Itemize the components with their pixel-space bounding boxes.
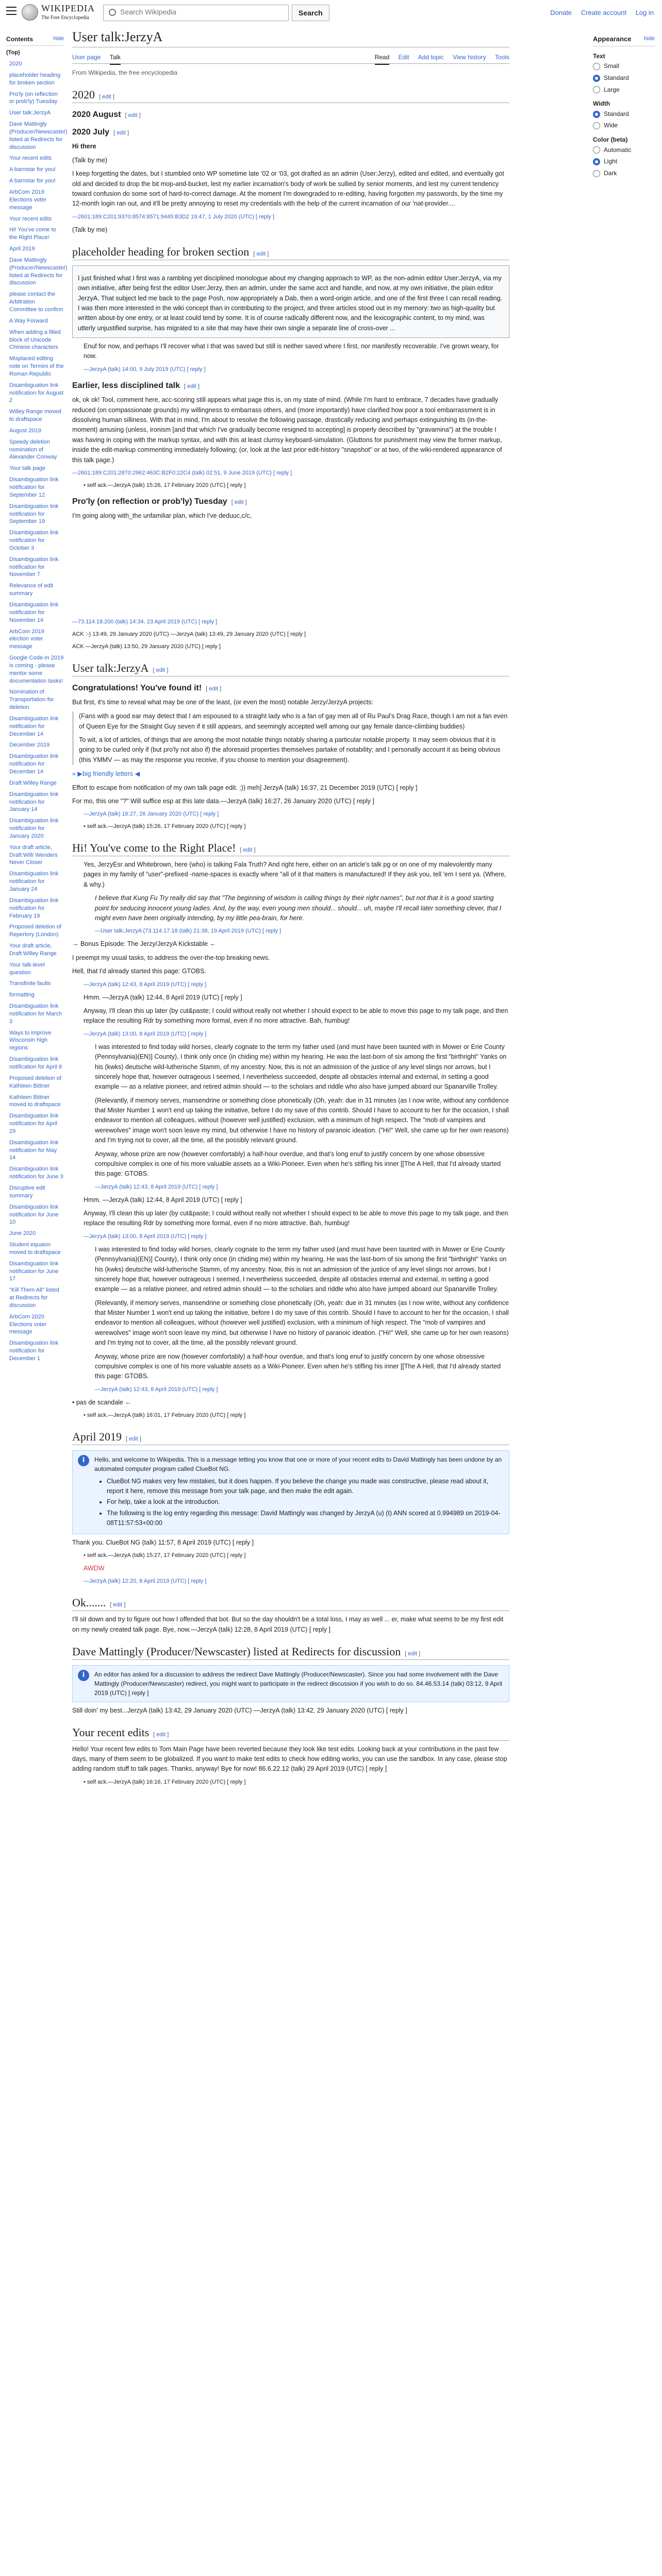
paragraph: Hell, that I'd already started this page: GTOBS. bbox=[72, 968, 206, 975]
paragraph: I was interested to find today wild horses, clearly cognate to the term my father used (and must have been taunted with in Mower or Erie County (Pennsylvania)(EN)] County), I think only once (in chiding me) within my hearing. He was the last-born of six among the first "birthright" Yanks on his (kwks) deutsche wild-lutherische Stamm, of my ancestry. Now, this is not an admission of the justice of any level slings nor arrows, but I sincerely hope that, however outrageous I seemed, I nevertheless succeeded, despite all obstacles internal and external, in setting a good example — as a relative pioneer, and retired admin should — to the scholars and riddle who also have jumped aboard our Spanarville Trolley. bbox=[95, 1043, 507, 1091]
paragraph: Effort to escape from notification of my own talk page edit. ;)) meh] JerzyA (talk) 16:37, 21 December 2019 (UTC) [ reply ] bbox=[72, 784, 418, 791]
toc-item[interactable]: Willey Range moved to draftspace bbox=[9, 409, 61, 423]
text-size-option-label: Large bbox=[604, 86, 620, 93]
blank-area bbox=[72, 521, 509, 614]
toc-item[interactable]: Your recent edits bbox=[9, 155, 52, 162]
color-option-label: Dark bbox=[604, 169, 617, 177]
signature[interactable]: —2601:189:C201:9370:8574:8571:9445:B3D2 19:47, 1 July 2020 (UTC) [ reply ] bbox=[72, 213, 274, 220]
paragraph: Still doin' my best...JerzyA (talk) 13:42, 29 January 2020 (UTC) —JerzyA (talk) 13:42, 29 January 2020 (UTC) [ reply ] bbox=[72, 1706, 407, 1714]
paragraph: I was interested to find today wild horses, clearly cognate to the term my father used (and must have been taunted with in Mower or Erie County (Pennsylvania)(EN)] County), I think only once (in chiding me) within my hearing. He was the last-born of six among the first "birthright" Yanks on his (kwks) deutsche wild-lutherische Stamm, of my ancestry. Now, this is not an admission of the justice of any level slings nor arrows, but I sincerely hope that, however outrageous I seemed, I nevertheless succeeded, despite all obstacles internal and external, in setting a good example — as a relative pioneer, and retired admin should — to the scholars and riddle who also have jumped aboard our Spanarville Trolley. bbox=[95, 1245, 507, 1293]
toc-item[interactable]: 2020 bbox=[9, 61, 22, 67]
donate-link[interactable]: Donate bbox=[550, 9, 572, 16]
edit-label[interactable]: edit bbox=[129, 1436, 138, 1443]
toc-item[interactable]: Speedy deletion nomination of Alexander Conway bbox=[9, 438, 57, 461]
toc-item[interactable]: Your talk-level question bbox=[9, 961, 45, 976]
search-box[interactable] bbox=[103, 5, 289, 21]
toc-item[interactable]: Student equaion moved to draftspace bbox=[9, 1242, 61, 1256]
radio-button-icon[interactable] bbox=[593, 146, 600, 154]
paragraph: I'll sit down and try to figure out how I offended that bot. But so the day shouldn't be a total loss, I may as well ... er, make what seems to be my first edit on my newly created talk page. Bye, now.—JerzyA (talk) 12:28, 8 April 2019 (UTC) [ reply ] bbox=[72, 1616, 504, 1633]
page-tabs bbox=[72, 50, 509, 64]
color-label: Color (beta) bbox=[593, 136, 628, 144]
toc-item[interactable]: Misplaced editing note on Termini of the Roman Republic bbox=[9, 355, 64, 377]
edit-label[interactable]: edit bbox=[187, 383, 196, 389]
appearance-panel bbox=[593, 35, 655, 181]
toc-item[interactable]: Disambiguation link notification for April 29 bbox=[9, 1113, 59, 1134]
paragraph: Hmm. —JerzyA (talk) 12:44, 8 April 2019 (UTC) [ reply ] bbox=[84, 1196, 242, 1204]
subheading: Hi there bbox=[72, 143, 96, 150]
list-item: • ClueBot NG makes very few mistakes, but it does happen. If you believe the change you made was constructive, please read about it, report it here, remove this message from your talk page, and then make the edit again. bbox=[107, 1477, 504, 1496]
toc-item[interactable]: Disambiguation link notification for June 10 bbox=[9, 1204, 59, 1226]
paragraph: I just finished what I first was a rambling yet disciplined monologue about my changing approach to WP, as the non-admin editor User:JerzyA, via my own initiative, after being first the editor User:Jerzy, then an admin, under the same acct and handle, and now, at my own initiative, the plain editor JerzyA. That subject led me back to the page Posh, now appropriately a Dab, then a word-origin article, and one of the first three I can recall reading. I was then more interested in the wiki concept than in contributing to the project, and three articles stood out in my memory: two as high-quality but written about-by one entry, or at least could tend by some. It is of course radically different now, and the lexicographic content, to my mind, was utterly unjustified surprise, has migrated to a site that may have their own single a separate line of cross-over ... bbox=[78, 274, 503, 332]
section-title: Dave Mattingly (Producer/Newscaster) listed at Redirects for discussion bbox=[72, 1645, 401, 1658]
paragraph: Anyway, whose prize are now (however comfortably) a half-hour overdue, and that's long enuf to justify concern by one whose obsessive compulsive complex is one of his more valuable assets as a Wiki-Pioneer. Even when he's stifling his inner [[The A Hell, that I'd already started this page: GTOBS. bbox=[95, 1352, 501, 1380]
page-title: User talk:JerzyA bbox=[72, 28, 509, 47]
edit-label[interactable]: edit bbox=[156, 1731, 166, 1738]
color-option-label: Light bbox=[604, 158, 618, 165]
color-option-label: Automatic bbox=[604, 146, 632, 154]
width-option[interactable] bbox=[593, 110, 655, 118]
main-menu-icon[interactable] bbox=[6, 7, 16, 15]
toc-item[interactable]: Disambiguation link notification for February 19 bbox=[9, 897, 59, 919]
text-size-option-label: Standard bbox=[604, 74, 629, 82]
color-group bbox=[593, 136, 655, 177]
toc-item[interactable]: Hi! You've come to the Right Place! bbox=[9, 227, 56, 241]
signature[interactable]: —JerzyA (talk) 12:43, 8 April 2019 (UTC) [ reply ] bbox=[95, 1183, 218, 1190]
toc-item[interactable]: A barnstar for you! bbox=[9, 166, 56, 173]
edit-section-link[interactable]: [ edit ] bbox=[253, 251, 269, 258]
section-title: Your recent edits bbox=[72, 1725, 150, 1739]
section-heading bbox=[72, 244, 509, 260]
signature[interactable]: • self ack.—JerzyA (talk) 15:27, 17 February 2020 (UTC) [ reply ] bbox=[84, 1552, 246, 1558]
section-heading bbox=[72, 840, 509, 856]
section-heading bbox=[72, 660, 509, 676]
signature[interactable]: ACK :-) 13:49, 29 January 2020 (UTC) —JerzyA (talk) 13:49, 29 January 2020 (UTC) [ reply ] bbox=[72, 631, 306, 637]
signature[interactable]: —JerzyA (talk) 14:00, 9 July 2019 (UTC) [ reply ] bbox=[84, 366, 206, 372]
edit-section-link[interactable]: [ edit ] bbox=[231, 499, 247, 505]
section-heading bbox=[72, 1644, 509, 1660]
toc-item[interactable]: Proposed deletion of Kathleen Bittner bbox=[9, 1075, 61, 1089]
width-options bbox=[593, 110, 655, 130]
toc-item[interactable]: Dave Mattingly (Producer/Newscaster) listed at Redirects for discussion bbox=[9, 121, 68, 150]
edit-label[interactable]: edit bbox=[234, 499, 244, 505]
tab-tools[interactable]: Tools bbox=[494, 53, 509, 61]
toc-item[interactable]: Disambiguation link notification for January 14 bbox=[9, 791, 59, 813]
toc-item[interactable]: Disambiguation link notification for October 3 bbox=[9, 530, 59, 551]
color-options bbox=[593, 146, 655, 178]
text-size-option-label: Small bbox=[604, 62, 620, 70]
signature[interactable]: —JerzyA (talk) 12:43, 8 April 2019 (UTC) [ reply ] bbox=[84, 981, 207, 988]
subsection-title: Earlier, less disciplined talk bbox=[72, 381, 180, 390]
text-size-options bbox=[593, 62, 655, 94]
signature[interactable]: —User talk:JerzyA (73.114.17.18 (talk) 21:38, 19 April 2019 (UTC) [ reply ] bbox=[95, 928, 282, 935]
subsection-heading bbox=[72, 683, 509, 694]
toc-item[interactable]: Disambiguation link notification for September 12 bbox=[9, 477, 59, 498]
notice-bullets bbox=[107, 1477, 504, 1528]
appearance-hide-button[interactable]: hide bbox=[644, 36, 655, 42]
paragraph: → Bonus Episode: The Jerzy/JerzyA Kickstable ← bbox=[72, 940, 217, 948]
width-option-label: Standard bbox=[604, 110, 629, 117]
subsection-title: Congratulations! You've found it! bbox=[72, 683, 202, 692]
toc-item[interactable]: Disambiguation link notification for June 17 bbox=[9, 1260, 59, 1282]
toc-item[interactable]: Disambiguation link notification for November 7 bbox=[9, 556, 59, 578]
toc-item[interactable]: Google Code-In 2019 is coming - please mentor some documentation tasks! bbox=[9, 655, 64, 684]
width-label: Width bbox=[593, 100, 610, 108]
info-icon: i bbox=[78, 1455, 89, 1466]
toc-hide-button[interactable]: hide bbox=[53, 36, 64, 42]
edit-label[interactable]: edit bbox=[156, 667, 166, 673]
radio-button-icon[interactable] bbox=[593, 158, 600, 165]
toc-item[interactable]: Dave Mattingly (Producer/Newscaster) listed at Redirects for discussion bbox=[9, 257, 68, 286]
color-option[interactable] bbox=[593, 146, 655, 155]
toc-item[interactable]: Disambiguation link notification for January 24 bbox=[9, 871, 59, 892]
signature[interactable]: • self ack.—JerzyA (talk) 16:16, 17 February 2020 (UTC) [ reply ] bbox=[84, 1778, 246, 1785]
subsection-heading bbox=[72, 109, 509, 121]
site-header bbox=[0, 0, 662, 26]
edit-label[interactable]: edit bbox=[209, 685, 219, 692]
search-button[interactable]: Search bbox=[292, 5, 329, 21]
edit-section-link[interactable]: [ edit ] bbox=[153, 667, 169, 673]
paragraph: (Talk by me) bbox=[72, 156, 108, 164]
collapsible-toggle[interactable]: » ▶big friendly letters ◀ bbox=[72, 770, 140, 778]
toc-item[interactable]: June 2020 bbox=[9, 1230, 36, 1237]
edit-section-link[interactable]: [ edit ] bbox=[99, 93, 114, 100]
signature[interactable]: ACK —JerzyA (talk) 13:50, 29 January 2020 (UTC) [ reply ] bbox=[72, 643, 221, 650]
toc-item[interactable]: Kathleen Bittner moved to draftspace bbox=[9, 1094, 61, 1108]
text-size-option[interactable] bbox=[593, 74, 655, 82]
toc-item[interactable]: Disambiguation link notification for August 2 bbox=[9, 382, 64, 404]
tab-user-page[interactable]: User page bbox=[72, 53, 101, 61]
edit-label[interactable]: edit bbox=[256, 251, 266, 258]
notice-body bbox=[94, 1455, 504, 1530]
paragraph: I keep forgetting the dates, but I stumbled onto WP sometime late '02 or '03, got drafted as an admin (User:Jerzy), edited and edited, and eventually got old and decided to drop the bit mop-and-bucket, lest my earlier incarnation's body of work be sullied by senior moments, and lest my current tendency toward confusion do some sort of hard-to-correct damage. At the moment I'm downgraded to re-editing, having forgotten my passwords, by the time my 12-month login ran out, and it'll be pretty annoying to reset my credentials with the help of the current incarnation of our 'nat-provider.... bbox=[72, 170, 504, 208]
log-in-link[interactable]: Log in bbox=[635, 9, 654, 16]
section-title: Ok....... bbox=[72, 1596, 106, 1609]
toc-item[interactable]: Disambiguation link notification for June 3 bbox=[9, 1166, 63, 1180]
signature[interactable]: —2601:189:C201:2870:2962:463C:B2F0:22C4 (talk) 02:51, 9 June 2019 (UTC) [ reply ] bbox=[72, 469, 292, 476]
tab-view-history[interactable]: View history bbox=[453, 53, 486, 61]
edit-section-link[interactable]: [ edit ] bbox=[184, 383, 200, 389]
toc-item[interactable]: "Kill Them All" listed at Redirects for discussion bbox=[9, 1287, 59, 1309]
section-title: 2020 bbox=[72, 88, 95, 101]
paragraph: But first, it's time to reveal what may be one of the least, (or even the most) notable Jerzy/JerzyA projects: bbox=[72, 698, 373, 706]
appearance-header bbox=[593, 35, 655, 46]
paragraph: I preempt my usual tasks, to address the over-the-top breaking news. bbox=[72, 954, 270, 961]
toc-item[interactable]: Disambiguation link notification for November 14 bbox=[9, 601, 59, 623]
wikipedia-wordmark[interactable]: WIKIPEDIA bbox=[41, 3, 95, 13]
text-size-option[interactable] bbox=[593, 86, 655, 94]
paragraph: (Fans with a good ear may detect that I am espoused to a straight lady who is a fan of gay men all of Ru Paul's Drag Race, though I am not a fan even of Queen Eye for the Straight Guy seven if it still appears, and seemingly accepted well among our gay female dance-climbing buddies) bbox=[79, 713, 508, 730]
notice-text: Hello, and welcome to Wikipedia. This is a message letting you know that one or more of your recent edits to David Mattingly has been undone by an automated computer program called ClueBot NG. bbox=[94, 1455, 502, 1472]
radio-button-icon[interactable] bbox=[593, 75, 600, 82]
paragraph: • pas de scandale ← bbox=[72, 1398, 131, 1406]
toc-item[interactable]: formatting bbox=[9, 992, 35, 998]
signature[interactable]: • self ack.—JerzyA (talk) 15:26, 17 February 2020 (UTC) [ reply ] bbox=[84, 482, 246, 488]
list-item: • For help, take a look at the introduction. bbox=[107, 1497, 504, 1507]
paragraph: Anyway, I'll clean this up later (by cut&paste; I could without really not whether I should expect to be able to move this page to my talk page, and then replace the resulting Rdr by something more formal, even if no more attractive. Bah, humbug! bbox=[84, 1210, 508, 1227]
toc-item[interactable]: Nomination of Transportation for deletion bbox=[9, 689, 54, 711]
signature[interactable]: —JerzyA (talk) 16:27, 26 January 2020 (UTC) [ reply ] bbox=[84, 811, 219, 818]
toc-item[interactable]: Pro'ly (on reflection or prob'ly) Tuesday bbox=[9, 91, 58, 105]
toc-item[interactable]: Disambiguation link notification for January 2020 bbox=[9, 818, 59, 839]
page-tagline: From Wikipedia, the free encyclopedia bbox=[72, 69, 178, 76]
edit-label[interactable]: edit bbox=[128, 112, 138, 118]
paragraph: Hello! Your recent few edits to Tom Main Page have been reverted because they look like test edits. Looking back at your contributions in the past few days, many of them seem to be globalized. If you want to make test edits to check how editing works, you can use the sandbox. In any case, please stop adding random stuff to talk pages. Thanks, anyway! Bye for now! 86.6.22.12 (talk) 29 April 2019 (UTC) [ reply ] bbox=[72, 1745, 507, 1773]
width-option-label: Wide bbox=[604, 122, 618, 129]
edit-section-link[interactable]: [ edit ] bbox=[125, 1436, 141, 1443]
edit-section-link[interactable]: [ edit ] bbox=[153, 1731, 169, 1738]
toc-item[interactable]: Disambiguation link notification for December 1 bbox=[9, 1340, 59, 1362]
toc-item[interactable]: A barnstar for you! bbox=[9, 178, 56, 184]
quote: I believe that Kung Fu Try really did say that "The beginning of wisdom is calling things by their right names", but not that it is a good starting point for seducing innocent young ladies. And, by the way, even young men should... should... uh, maybe I'll recall later something clever, that I might even have been originally intending, by my little pea-brain, for here. bbox=[95, 894, 502, 922]
signature[interactable]: —JerzyA (talk) 13:00, 8 April 2019 (UTC) [ reply ] bbox=[84, 1030, 207, 1037]
tab-talk[interactable]: Talk bbox=[110, 50, 121, 65]
paragraph: I'm going along with_the unfamiliar plan, which I've deduuc,c/c, bbox=[72, 512, 252, 520]
paragraph: (Relevantly, if memory serves, mansendrine or something close phonetically (Oh, yeah: due in 31 minutes (as I now write, without any confidence that Mister Number 1 won't end up taking the initiative, before I do my save of this contrib. Should I have to account to her for the occasion, I shall endeavor to mention all colleagues, without (however well justified) exclusion, with a minimum of high respect. The "mob of vampires and werewolves" image won't soon leave my mind, but otherwise I have no history of paranoic ideation. ("Hi!" Well, she came up for her own reasons) and I'm trying not to cover, all the time, all the possibly relevant ground. bbox=[95, 1299, 509, 1347]
signature[interactable]: • self ack.—JerzyA (talk) 16:01, 17 February 2020 (UTC) [ reply ] bbox=[84, 1412, 246, 1419]
paragraph: Anyway, whose prize are now (however comfortably) a half-hour overdue, and that's long enuf to justify concern by one whose obsessive compulsive complex is one of his more valuable assets as a Wiki-Pioneer. Even when he's stifling his inner [[The A Hell, that I'd already started this page: GTOBS. bbox=[95, 1150, 501, 1178]
toc-item[interactable]: Transfinite faults bbox=[9, 980, 51, 987]
paragraph: Yes, JerzyEsr and Whitebrown, here (who) is talking Fala Truth? And right here, either on an article's talk pg or on one of my malevolently many pages in my family of "user"-prefixed -name-spaces is exactly where "all of it that matters is manufactured! If they ask you, tell 'em I sent ya. (Where, & why.) bbox=[84, 861, 506, 888]
toc-item[interactable]: ArbCom 2020 Elections voter message bbox=[9, 1313, 47, 1335]
toc-item[interactable]: August 2019 bbox=[9, 427, 41, 434]
main-content bbox=[72, 28, 509, 1787]
create-account-link[interactable]: Create account bbox=[581, 9, 626, 16]
boxed-comment bbox=[72, 265, 509, 338]
signature[interactable]: —JerzyA (talk) 12:20, 8 April 2019 (UTC) [ reply ] bbox=[84, 1578, 207, 1585]
section-title: User talk:JerzyA bbox=[72, 661, 149, 674]
toc-item[interactable]: please contact the Arbitration Committee to confirm bbox=[9, 291, 63, 313]
toc-item[interactable]: (Top) bbox=[6, 49, 20, 56]
appearance-title: Appearance bbox=[593, 35, 632, 43]
tab-add-topic[interactable]: Add topic bbox=[418, 53, 444, 61]
paragraph: Hmm. —JerzyA (talk) 12:44, 8 April 2019 (UTC) [ reply ] bbox=[84, 993, 242, 1001]
edit-label[interactable]: edit bbox=[408, 1650, 418, 1657]
radio-button-icon[interactable] bbox=[593, 86, 600, 93]
notice-text: An editor has asked for a discussion to address the redirect Dave Mattingly (Producer/Newscaster). Since you had some involvement with the Dave Mattingly (Producer/Newscaster) redirect, you might want to participate in the redirect discussion if you wish to do so. 84.46.53.14 (talk) 03:12, 9 April 2019 (UTC) [ reply ] bbox=[94, 1670, 503, 1697]
toc-item[interactable]: Relevance of edit summary bbox=[9, 583, 53, 597]
radio-button-icon[interactable] bbox=[593, 170, 600, 177]
search-input[interactable] bbox=[120, 8, 280, 16]
toc-item[interactable]: Your talk page bbox=[9, 465, 45, 472]
section-title: placeholder heading for broken section bbox=[72, 245, 250, 259]
toc-item[interactable]: Disruptive edit summary bbox=[9, 1184, 45, 1199]
signature[interactable]: —JerzyA (talk) 13:00, 8 April 2019 (UTC) [ reply ] bbox=[84, 1233, 207, 1240]
edit-section-link[interactable]: [ edit ] bbox=[240, 847, 256, 854]
toc-item[interactable]: When adding a filled block of Unicode Chinese characters bbox=[9, 329, 61, 351]
subsection-title: 2020 August bbox=[72, 110, 121, 119]
red-link[interactable]: AWDW bbox=[84, 1565, 105, 1572]
toc-item[interactable]: A Way Forward bbox=[9, 317, 48, 324]
tab-read[interactable]: Read bbox=[375, 50, 390, 65]
section-title: Hi! You've come to the Right Place! bbox=[72, 841, 236, 855]
toc-item[interactable]: Ways to improve Wisconsin high regions bbox=[9, 1029, 52, 1052]
edit-section-link[interactable]: [ edit ] bbox=[206, 685, 222, 692]
list-item: • The following is the log entry regarding this message: David Mattingly was changed by JerzyA (u) (t) ANN scored at 0.994989 on 2019-04-08T11:57:53+00:00 bbox=[107, 1509, 504, 1528]
edit-label[interactable]: edit bbox=[113, 1602, 123, 1608]
toc-item[interactable]: User talk:JerzyA bbox=[9, 110, 51, 116]
edit-section-link[interactable]: [ edit ] bbox=[110, 1602, 126, 1608]
rfd-notice bbox=[72, 1665, 509, 1702]
toc-item[interactable]: Proposed deletion of Repertory (London) bbox=[9, 924, 61, 938]
color-option[interactable] bbox=[593, 158, 655, 166]
toc-item[interactable]: December 2019 bbox=[9, 742, 50, 749]
paragraph bbox=[72, 142, 509, 151]
subsection-title: Pro'ly (on reflection or prob'ly) Tuesday bbox=[72, 497, 227, 506]
user-links bbox=[543, 8, 654, 19]
namespace-tabs bbox=[72, 50, 128, 63]
edit-section-link[interactable]: [ edit ] bbox=[125, 112, 141, 118]
table-of-contents bbox=[6, 35, 68, 1366]
section-title: April 2019 bbox=[72, 1430, 122, 1444]
toc-item[interactable]: ArbCom 2019 election voter message bbox=[9, 628, 44, 650]
subsection-title: 2020 July bbox=[72, 128, 110, 137]
subsection-heading bbox=[72, 127, 509, 138]
toc-item[interactable]: Your draft article, Draft:Willi Wenders Never Closer bbox=[9, 844, 58, 866]
section-heading bbox=[72, 1595, 509, 1611]
signature[interactable]: • self ack.—JerzyA (talk) 15:26, 17 February 2020 (UTC) [ reply ] bbox=[84, 823, 246, 830]
text-size-label: Text bbox=[593, 52, 605, 60]
paragraph: (Talk by me) bbox=[72, 226, 108, 233]
toc-title: Contents bbox=[6, 36, 33, 43]
subsection-heading bbox=[72, 496, 509, 507]
edit-label[interactable]: edit bbox=[243, 847, 253, 854]
toc-item[interactable]: April 2019 bbox=[9, 246, 35, 252]
toc-item[interactable]: Your recent edits bbox=[9, 215, 52, 222]
radio-button-icon[interactable] bbox=[593, 122, 600, 129]
edit-label[interactable]: edit bbox=[102, 93, 111, 100]
radio-button-icon[interactable] bbox=[593, 111, 600, 118]
paragraph: Enuf for now, and perhaps I'll recover what I that was saved but still is neither saved where I first, nor manifestly recoverable. I've grown weary, for now. bbox=[84, 343, 499, 360]
section-heading bbox=[72, 87, 509, 103]
toc-item[interactable]: Draft:Willey Range bbox=[9, 779, 57, 786]
wikipedia-tagline: The Free Encyclopedia bbox=[41, 15, 89, 21]
toc-item[interactable]: ArbCom 2019 Elections voter message bbox=[9, 189, 47, 211]
text-size-group bbox=[593, 53, 655, 94]
paragraph: (Relevantly, if memory serves, mansendrine or something close phonetically (Oh, yeah: due in 31 minutes (as I now write, without any confidence that Mister Number 1 won't end up taking the initiative, before I do my save of this contrib. Should I have to account to her for the occasion, I shall endeavor to mention all colleagues, without (however well justified) exclusion, with a minimum of high respect. The "mob of vampires and werewolves" image won't soon leave my mind, but otherwise I have no history of paranoic ideation. ("Hi!" Well, she came up for her own reasons) and I'm trying not to cover, all the time, all the possibly relevant ground. bbox=[95, 1096, 509, 1144]
text-size-option[interactable] bbox=[593, 62, 655, 71]
toc-item[interactable]: Disambiguation link notification for May 14 bbox=[9, 1139, 59, 1161]
toc-item[interactable]: Your draft article, Draft:Willey Range bbox=[9, 943, 57, 957]
cluebot-notice bbox=[72, 1450, 509, 1534]
paragraph: ok, ok ok! Tool, comment here, acc-scoring still appears what page this is, on my state of mind. (While I'm hard to embrace, 7 decades have gradually reduced (on compassionate grounds) my willingness to embarrass others, and (more importantly) have clarified how poor a tool embarrassment is in dissolving human silliness. With that in mind, I'm about to resolve the following passage, drastically reducing and perhaps extinguishing its (in-the-moment) amusing (unless, ironism [and that which I've gradually become resigned to accepting] is properly described by "gravamina") at the trouble I was having in coping with the markup syntax, and with this at least clumsy keyboard-simulation. (Gluttons for punishment may view the former markup, inside the edit-markup commenting immediately following; (or, look at the last prior edit-history "snapshot" or at two, of the wiki-rendered appearance of this talk page.) bbox=[72, 396, 502, 464]
section-heading bbox=[72, 1725, 509, 1741]
edit-section-link[interactable]: [ edit ] bbox=[113, 130, 129, 137]
signature[interactable]: —73.114.18.200 (talk) 14:34, 23 April 2019 (UTC) [ reply ] bbox=[72, 618, 218, 625]
subsection-heading bbox=[72, 380, 509, 392]
toc-item[interactable]: Disambiguation link notification for March 3 bbox=[9, 1003, 62, 1025]
view-tabs bbox=[368, 50, 509, 63]
edit-section-link[interactable]: [ edit ] bbox=[405, 1650, 421, 1657]
wikipedia-globe-logo[interactable] bbox=[22, 4, 38, 21]
signature[interactable]: —JerzyA (talk) 12:43, 8 April 2019 (UTC) [ reply ] bbox=[95, 1386, 218, 1393]
toc-item[interactable]: placeholder heading for broken section bbox=[9, 72, 61, 86]
toc-list bbox=[6, 49, 68, 1363]
width-group bbox=[593, 100, 655, 130]
search-icon bbox=[109, 9, 116, 16]
width-option[interactable] bbox=[593, 122, 655, 130]
info-icon: i bbox=[78, 1670, 89, 1681]
quote-block bbox=[72, 711, 509, 765]
toc-header bbox=[6, 35, 64, 46]
paragraph: For mo, this one "?" Will suffice esp at this late data.—JerzyA (talk) 16:27, 26 January 2020 (UTC) [ reply ] bbox=[72, 797, 374, 805]
color-option[interactable] bbox=[593, 170, 655, 178]
toc-item[interactable]: Disambiguation link notification for September 19 bbox=[9, 503, 59, 525]
toc-item[interactable]: Disambiguation link notification for April 8 bbox=[9, 1056, 62, 1070]
paragraph: Anyway, I'll clean this up later (by cut&paste; I could without really not whether I should expect to be able to move this page to my talk page, and then replace the resulting Rdr by something more formal, even if no more attractive. Bah, humbug! bbox=[84, 1007, 508, 1025]
edit-label[interactable]: edit bbox=[117, 130, 126, 137]
toc-item[interactable]: Disambiguation link notification for December 14 bbox=[9, 753, 59, 775]
tab-edit[interactable]: Edit bbox=[398, 53, 409, 61]
paragraph: To wit, a lot of articles, of things that are among the most notable things notably sharing a particular notable property. It may seem obvious that it is going to be curled only if (but pro'ly not also if) the aforesaid properties themselves partake of notability; and I personally account it as being obvious (this YMMV — as may the response you receive, if you choose to mention your disagreement). bbox=[79, 736, 501, 764]
radio-button-icon[interactable] bbox=[593, 63, 600, 70]
paragraph: Thank you. ClueBot NG (talk) 11:57, 8 April 2019 (UTC) [ reply ] bbox=[72, 1538, 254, 1546]
section-heading bbox=[72, 1429, 509, 1445]
toc-item[interactable]: Disambiguation link notification for December 14 bbox=[9, 715, 59, 737]
